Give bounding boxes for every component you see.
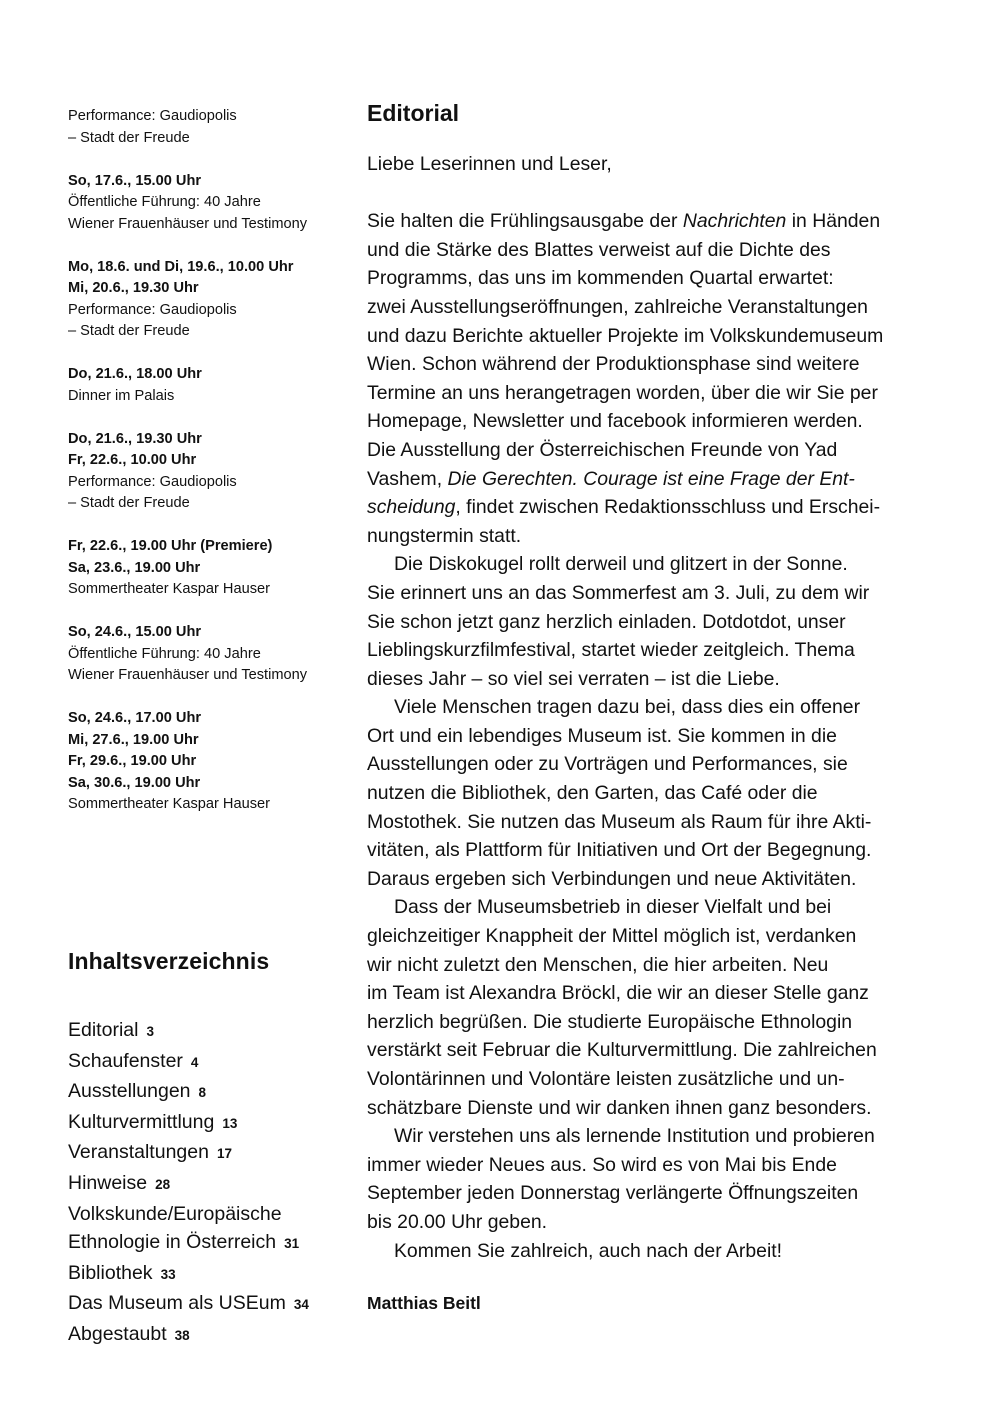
toc-page-number: 17 (216, 1146, 232, 1162)
paragraph-2 (367, 550, 942, 693)
text-line: im Team ist Alexandra Bröckl, die wir an dieser Stelle ganz (367, 982, 869, 1005)
event-entry (68, 364, 353, 407)
text-line: Sie erinnert uns an das Sommerfest am 3. Juli, zu dem wir (367, 581, 870, 604)
event-date: Do, 21.6., 18.00 Uhr (68, 366, 202, 382)
toc-label: Schaufenster (68, 1049, 183, 1072)
text-line: Die Ausstellung der Österreichischen Freunde von Yad (367, 438, 838, 461)
text-run: Vashem, (367, 467, 448, 490)
toc-item[interactable] (68, 1259, 309, 1290)
event-title: Dinner im Palais (68, 387, 175, 404)
event-date: Fr, 22.6., 19.00 Uhr (Premiere) (68, 538, 273, 554)
toc-label: Volkskunde/Europäische (68, 1202, 282, 1225)
text-line: Volontärinnen und Volontäre leisten zusätzliche und un- (367, 1068, 845, 1090)
text-line: immer wieder Neues aus. So wird es von Mai bis Ende (367, 1153, 837, 1176)
text-line: Viele Menschen tragen dazu bei, dass dies ein offener (394, 696, 861, 719)
event-title: – Stadt der Freude (68, 495, 190, 511)
toc-label: Veranstaltungen (68, 1141, 209, 1164)
text-line: Mostothek. Sie nutzen das Museum als Raum für ihre Akti- (367, 810, 872, 833)
toc-item[interactable] (68, 1228, 309, 1259)
italic-title: Die Gerechten. Courage ist eine Frage der Ent- (447, 467, 855, 490)
toc-item[interactable] (68, 1016, 309, 1047)
text-run: , findet zwischen Redaktionsschluss und Erschei- (455, 496, 881, 519)
toc-page-number: 34 (293, 1297, 309, 1313)
text-line: zwei Ausstellungseröffnungen, zahlreiche Veranstaltungen (367, 295, 868, 318)
event-title: Sommertheater Kaspar Hauser (68, 796, 270, 812)
event-entry (68, 429, 353, 515)
toc-item[interactable] (68, 1108, 309, 1139)
event-entry (68, 257, 353, 343)
event-date: Sa, 23.6., 19.00 Uhr (68, 559, 201, 576)
toc-label: Ausstellungen (68, 1080, 191, 1103)
text-line: Dass der Museumsbetrieb in dieser Vielfalt und bei (394, 896, 832, 919)
event-date: Mi, 27.6., 19.00 Uhr (68, 731, 199, 748)
text-line: September jeden Donnerstag verlängerte Öffnungszeiten (367, 1182, 859, 1205)
paragraph-3 (367, 693, 942, 893)
toc-page-number: 8 (198, 1085, 207, 1101)
event-title: Öffentliche Führung: 40 Jahre (68, 645, 261, 662)
text-line: gleichzeitiger Knappheit der Mittel möglich ist, verdanken (367, 925, 857, 948)
italic-title: Nachrichten (682, 210, 787, 233)
text-line: Die Diskokugel rollt derweil und glitzert in der Sonne. (394, 553, 848, 576)
text-line: und dazu Berichte aktueller Projekte im Volkskundemuseum (367, 324, 884, 347)
text-line: Ausstellungen oder zu Vorträgen und Performances, sie (367, 753, 848, 776)
text-line: herzlich begrüßen. Die studierte Europäische Ethnologin (367, 1010, 853, 1033)
toc-item[interactable] (68, 1320, 309, 1351)
text-line: Daraus ergeben sich Verbindungen und neue Aktivitäten. (367, 867, 857, 890)
event-date: So, 24.6., 17.00 Uhr (68, 710, 202, 726)
table-of-contents (68, 1016, 309, 1351)
text-line: schätzbare Dienste und wir danken ihnen ganz besonders. (367, 1096, 872, 1119)
toc-heading: Inhaltsverzeichnis (68, 948, 270, 974)
text-line (367, 493, 942, 522)
toc-item[interactable] (68, 1289, 309, 1320)
toc-page-number: 31 (284, 1236, 300, 1252)
text-line: Kommen Sie zahlreich, auch nach der Arbeit! (394, 1239, 783, 1262)
editorial-title: Editorial (367, 100, 460, 126)
toc-label: Abgestaubt (68, 1322, 167, 1345)
event-title: Öffentliche Führung: 40 Jahre (68, 194, 261, 210)
text-line: Ort und ein lebendiges Museum ist. Sie kommen in die (367, 724, 837, 747)
salutation: Liebe Leserinnen und Leser, (367, 153, 612, 175)
toc-label: Hinweise (68, 1171, 148, 1194)
toc-page-number: 33 (160, 1266, 176, 1282)
toc-item[interactable] (68, 1138, 309, 1169)
text-line: verstärkt seit Februar die Kulturvermittlung. Die zahlreichen (367, 1039, 877, 1062)
editorial-article (367, 96, 942, 1314)
text-line: Programms, das uns im kommenden Quartal erwartet: (367, 267, 834, 290)
italic-title: scheidung (367, 496, 456, 519)
event-entry (68, 106, 353, 149)
event-entry (68, 536, 353, 601)
paragraph-4 (367, 893, 942, 1122)
toc-page-number: 38 (174, 1327, 190, 1343)
text-line: nutzen die Bibliothek, den Garten, das Café oder die (367, 782, 818, 805)
toc-item[interactable] (68, 1047, 309, 1078)
text-line: Termine an uns herangetragen worden, über die wir Sie per (367, 381, 878, 404)
paragraph-5 (367, 1122, 942, 1236)
text-line: Wien. Schon während der Produktionsphase sind weitere (367, 353, 860, 376)
event-entry (68, 622, 353, 687)
toc-item[interactable] (68, 1077, 309, 1108)
event-title: Wiener Frauenhäuser und Testimony (68, 667, 308, 683)
text-run: Sie halten die Frühlingsausgabe der (367, 210, 683, 233)
text-run: in Händen (786, 210, 881, 233)
event-date: So, 24.6., 15.00 Uhr (68, 624, 202, 640)
event-entry (68, 708, 353, 816)
event-title: – Stadt der Freude (68, 323, 190, 339)
text-line: Wir verstehen uns als lernende Institution und probieren (394, 1125, 875, 1148)
event-date: Sa, 30.6., 19.00 Uhr (68, 774, 201, 791)
event-entry (68, 171, 353, 236)
toc-page-number: 13 (222, 1115, 238, 1131)
event-title: Performance: Gaudiopolis (68, 473, 237, 490)
paragraph-6 (367, 1237, 942, 1266)
event-title: Wiener Frauenhäuser und Testimony (68, 215, 308, 232)
text-line: Sie schon jetzt ganz herzlich einladen. Dotdotdot, unser (367, 610, 846, 633)
text-line: nungstermin statt. (367, 524, 522, 547)
event-date: Fr, 29.6., 19.00 Uhr (68, 753, 197, 769)
event-date: So, 17.6., 15.00 Uhr (68, 172, 202, 189)
author-signature: Matthias Beitl (367, 1293, 481, 1314)
event-title: Performance: Gaudiopolis (68, 108, 237, 124)
event-date: Mi, 20.6., 19.30 Uhr (68, 280, 199, 296)
text-line: vitäten, als Plattform für Initiativen und Ort der Begegnung. (367, 839, 872, 862)
toc-page-number: 4 (190, 1054, 199, 1070)
event-title: Sommertheater Kaspar Hauser (68, 581, 270, 597)
toc-page-number: 3 (146, 1024, 154, 1039)
text-line: wir nicht zuletzt den Menschen, die hier arbeiten. Neu (367, 953, 829, 976)
text-line: Homepage, Newsletter und facebook informieren werden. (367, 410, 863, 433)
paragraph-1 (367, 207, 942, 550)
text-line (367, 465, 942, 494)
toc-item[interactable] (68, 1169, 309, 1200)
toc-label: Das Museum als USEum (68, 1292, 286, 1315)
text-line (367, 207, 942, 236)
event-title: Performance: Gaudiopolis (68, 301, 237, 318)
toc-label: Editorial (68, 1019, 139, 1041)
event-title: – Stadt der Freude (68, 129, 190, 146)
event-date: Fr, 22.6., 10.00 Uhr (68, 452, 197, 468)
event-list (68, 106, 353, 837)
text-line: und die Stärke des Blattes verweist auf die Dichte des (367, 238, 831, 261)
text-line: bis 20.00 Uhr geben. (367, 1210, 548, 1233)
text-line: dieses Jahr – so viel sei verraten – ist die Liebe. (367, 667, 780, 690)
toc-label: Bibliothek (68, 1261, 153, 1284)
event-date: Do, 21.6., 19.30 Uhr (68, 430, 202, 447)
toc-page-number: 28 (155, 1176, 171, 1192)
toc-label: Kulturvermittlung (68, 1110, 215, 1133)
event-date: Mo, 18.6. und Di, 19.6., 10.00 Uhr (68, 258, 294, 275)
toc-item[interactable] (68, 1200, 309, 1229)
toc-label: Ethnologie in Österreich (68, 1231, 277, 1254)
text-line: Lieblingskurzfilmfestival, startet wieder zeitgleich. Thema (367, 639, 855, 662)
